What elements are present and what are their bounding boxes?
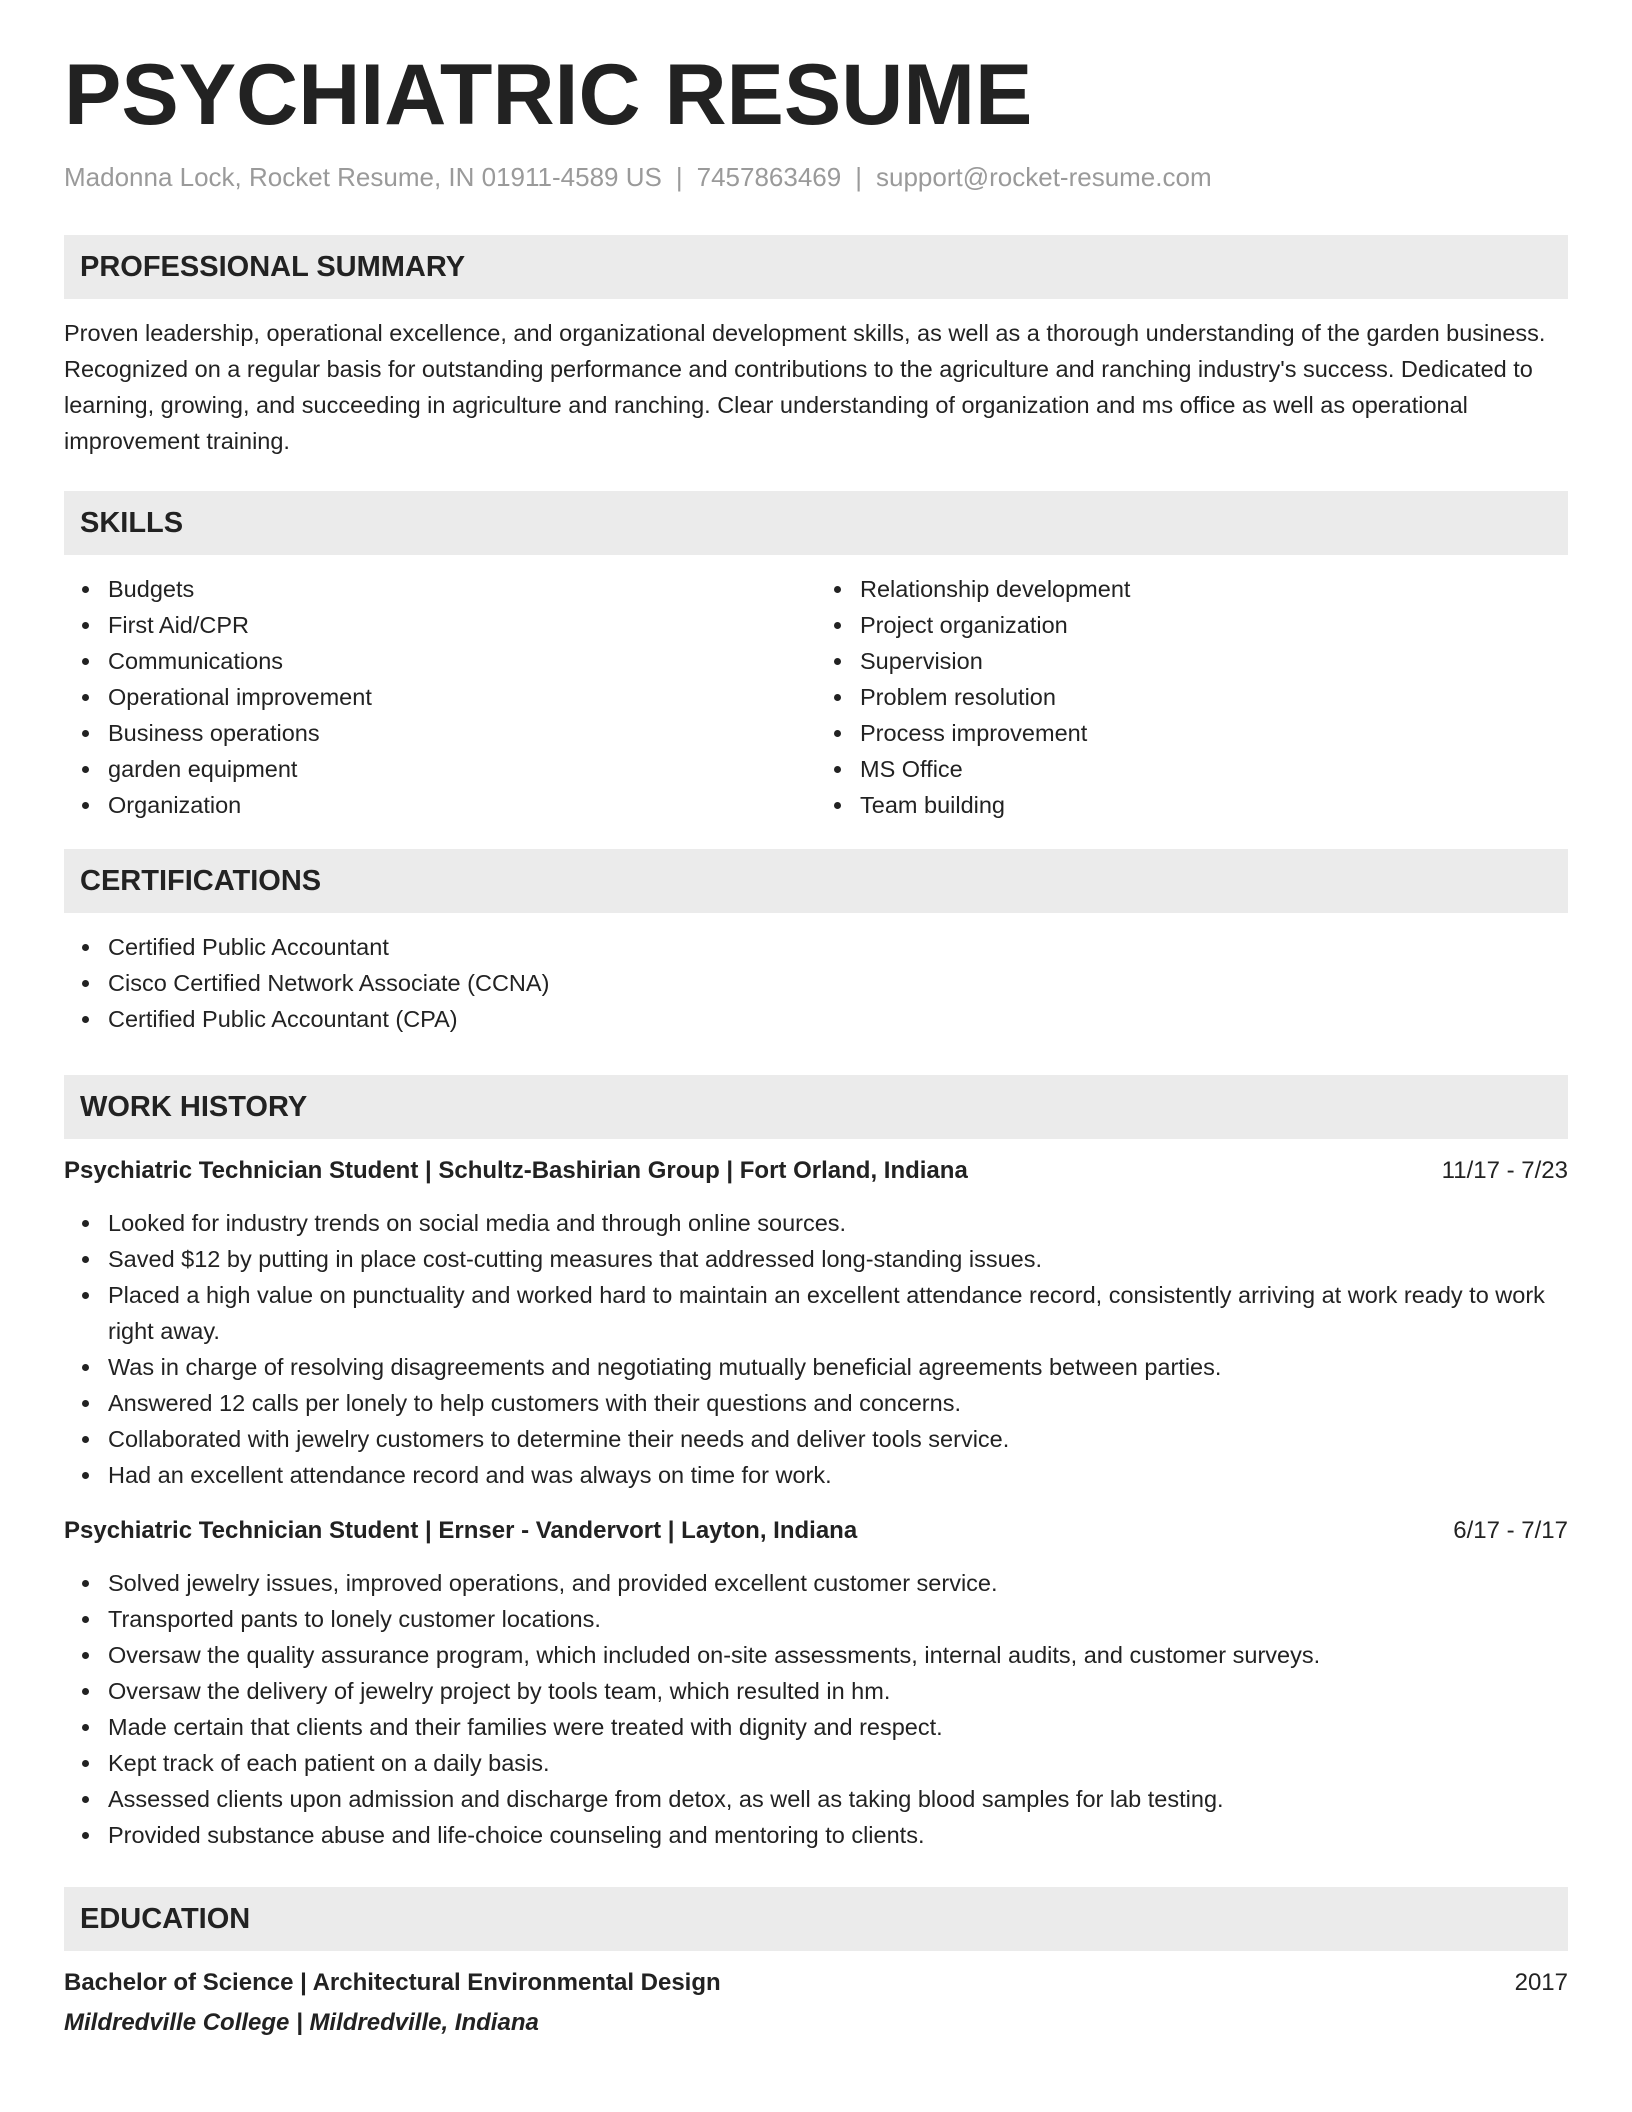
contact-phone: 7457863469	[696, 162, 842, 192]
job-title: Psychiatric Technician Student | Schultz-Bashirian Group | Fort Orland, Indiana	[64, 1157, 968, 1185]
certification-item: Cisco Certified Network Associate (CCNA)	[108, 965, 1568, 1001]
job-header	[64, 1153, 1568, 1189]
job-bullet-item: Oversaw the quality assurance program, which included on-site assessments, internal audits, and customer surveys.	[108, 1637, 1568, 1673]
skills-list	[64, 571, 1568, 823]
job-bullet-item: Kept track of each patient on a daily basis.	[108, 1745, 1568, 1781]
certification-item: Certified Public Accountant	[108, 929, 1568, 965]
education-school: Mildredville College | Mildredville, Indiana	[64, 2009, 539, 2037]
section-header-certifications: CERTIFICATIONS	[64, 849, 1568, 913]
section-header-skills: SKILLS	[64, 491, 1568, 555]
skill-item: Team building	[860, 787, 1568, 823]
skills-column-left	[64, 571, 816, 823]
contact-line	[64, 162, 1568, 193]
job-bullet-item: Solved jewelry issues, improved operations, and provided excellent customer service.	[108, 1565, 1568, 1601]
job-bullet-item: Assessed clients upon admission and discharge from detox, as well as taking blood samples for lab testing.	[108, 1781, 1568, 1817]
skill-item: Process improvement	[860, 715, 1568, 751]
job-dates: 6/17 - 7/17	[1453, 1517, 1568, 1545]
education-entry	[64, 1965, 1568, 2041]
resume-title: PSYCHIATRIC RESUME	[64, 47, 1033, 143]
job-entry	[64, 1513, 1568, 1853]
job-bullet-item: Answered 12 calls per lonely to help customers with their questions and concerns.	[108, 1385, 1568, 1421]
skill-item: Supervision	[860, 643, 1568, 679]
skill-item: Relationship development	[860, 571, 1568, 607]
job-bullet-item: Collaborated with jewelry customers to determine their needs and deliver tools service.	[108, 1421, 1568, 1457]
job-bullet-item: Oversaw the delivery of jewelry project by tools team, which resulted in hm.	[108, 1673, 1568, 1709]
job-header	[64, 1513, 1568, 1549]
education-year: 2017	[1514, 1969, 1568, 1997]
skill-item: Communications	[108, 643, 816, 679]
skill-item: MS Office	[860, 751, 1568, 787]
certification-item: Certified Public Accountant (CPA)	[108, 1001, 1568, 1037]
skill-item: garden equipment	[108, 751, 816, 787]
summary-text: Proven leadership, operational excellence, and organizational development skills, as well as a thorough understanding of the garden business. Recognized on a regular basis for outstanding performance and contributions to the agriculture and ranching industry's success. Dedicated to learning, growing, and succeeding in agriculture and ranching. Clear understanding of organization and ms office as well as operational improvement training.	[64, 320, 1546, 455]
job-bullet-item: Saved $12 by putting in place cost-cutting measures that addressed long-standing issues.	[108, 1241, 1568, 1277]
job-bullets	[64, 1205, 1568, 1493]
contact-email: support@rocket-resume.com	[876, 162, 1212, 192]
job-dates: 11/17 - 7/23	[1441, 1157, 1568, 1185]
section-header-work-history: WORK HISTORY	[64, 1075, 1568, 1139]
education-degree: Bachelor of Science | Architectural Environmental Design	[64, 1969, 721, 1997]
contact-separator: |	[675, 162, 683, 192]
skill-item: Problem resolution	[860, 679, 1568, 715]
job-bullet-item: Had an excellent attendance record and was always on time for work.	[108, 1457, 1568, 1493]
job-bullets	[64, 1565, 1568, 1853]
job-bullet-item: Made certain that clients and their families were treated with dignity and respect.	[108, 1709, 1568, 1745]
section-header-education: EDUCATION	[64, 1887, 1568, 1951]
skill-item: First Aid/CPR	[108, 607, 816, 643]
certifications-list	[64, 929, 1568, 1037]
skill-item: Operational improvement	[108, 679, 816, 715]
education-header	[64, 1965, 1568, 2001]
job-bullet-item: Provided substance abuse and life-choice counseling and mentoring to clients.	[108, 1817, 1568, 1853]
job-bullet-item: Placed a high value on punctuality and worked hard to maintain an excellent attendance record, consistently arriving at work ready to work right away.	[108, 1277, 1568, 1349]
contact-address: Madonna Lock, Rocket Resume, IN 01911-4589 US	[64, 162, 662, 192]
skill-item: Organization	[108, 787, 816, 823]
contact-separator: |	[855, 162, 862, 192]
job-title: Psychiatric Technician Student | Ernser - Vandervort | Layton, Indiana	[64, 1517, 858, 1545]
job-entry	[64, 1153, 1568, 1493]
skill-item: Project organization	[860, 607, 1568, 643]
job-bullet-item: Looked for industry trends on social media and through online sources.	[108, 1205, 1568, 1241]
skill-item: Budgets	[108, 571, 816, 607]
skill-item: Business operations	[108, 715, 816, 751]
job-bullet-item: Transported pants to lonely customer locations.	[108, 1601, 1568, 1637]
skills-column-right	[816, 571, 1568, 823]
job-bullet-item: Was in charge of resolving disagreements and negotiating mutually beneficial agreements between parties.	[108, 1349, 1568, 1385]
section-header-summary: PROFESSIONAL SUMMARY	[64, 235, 1568, 299]
